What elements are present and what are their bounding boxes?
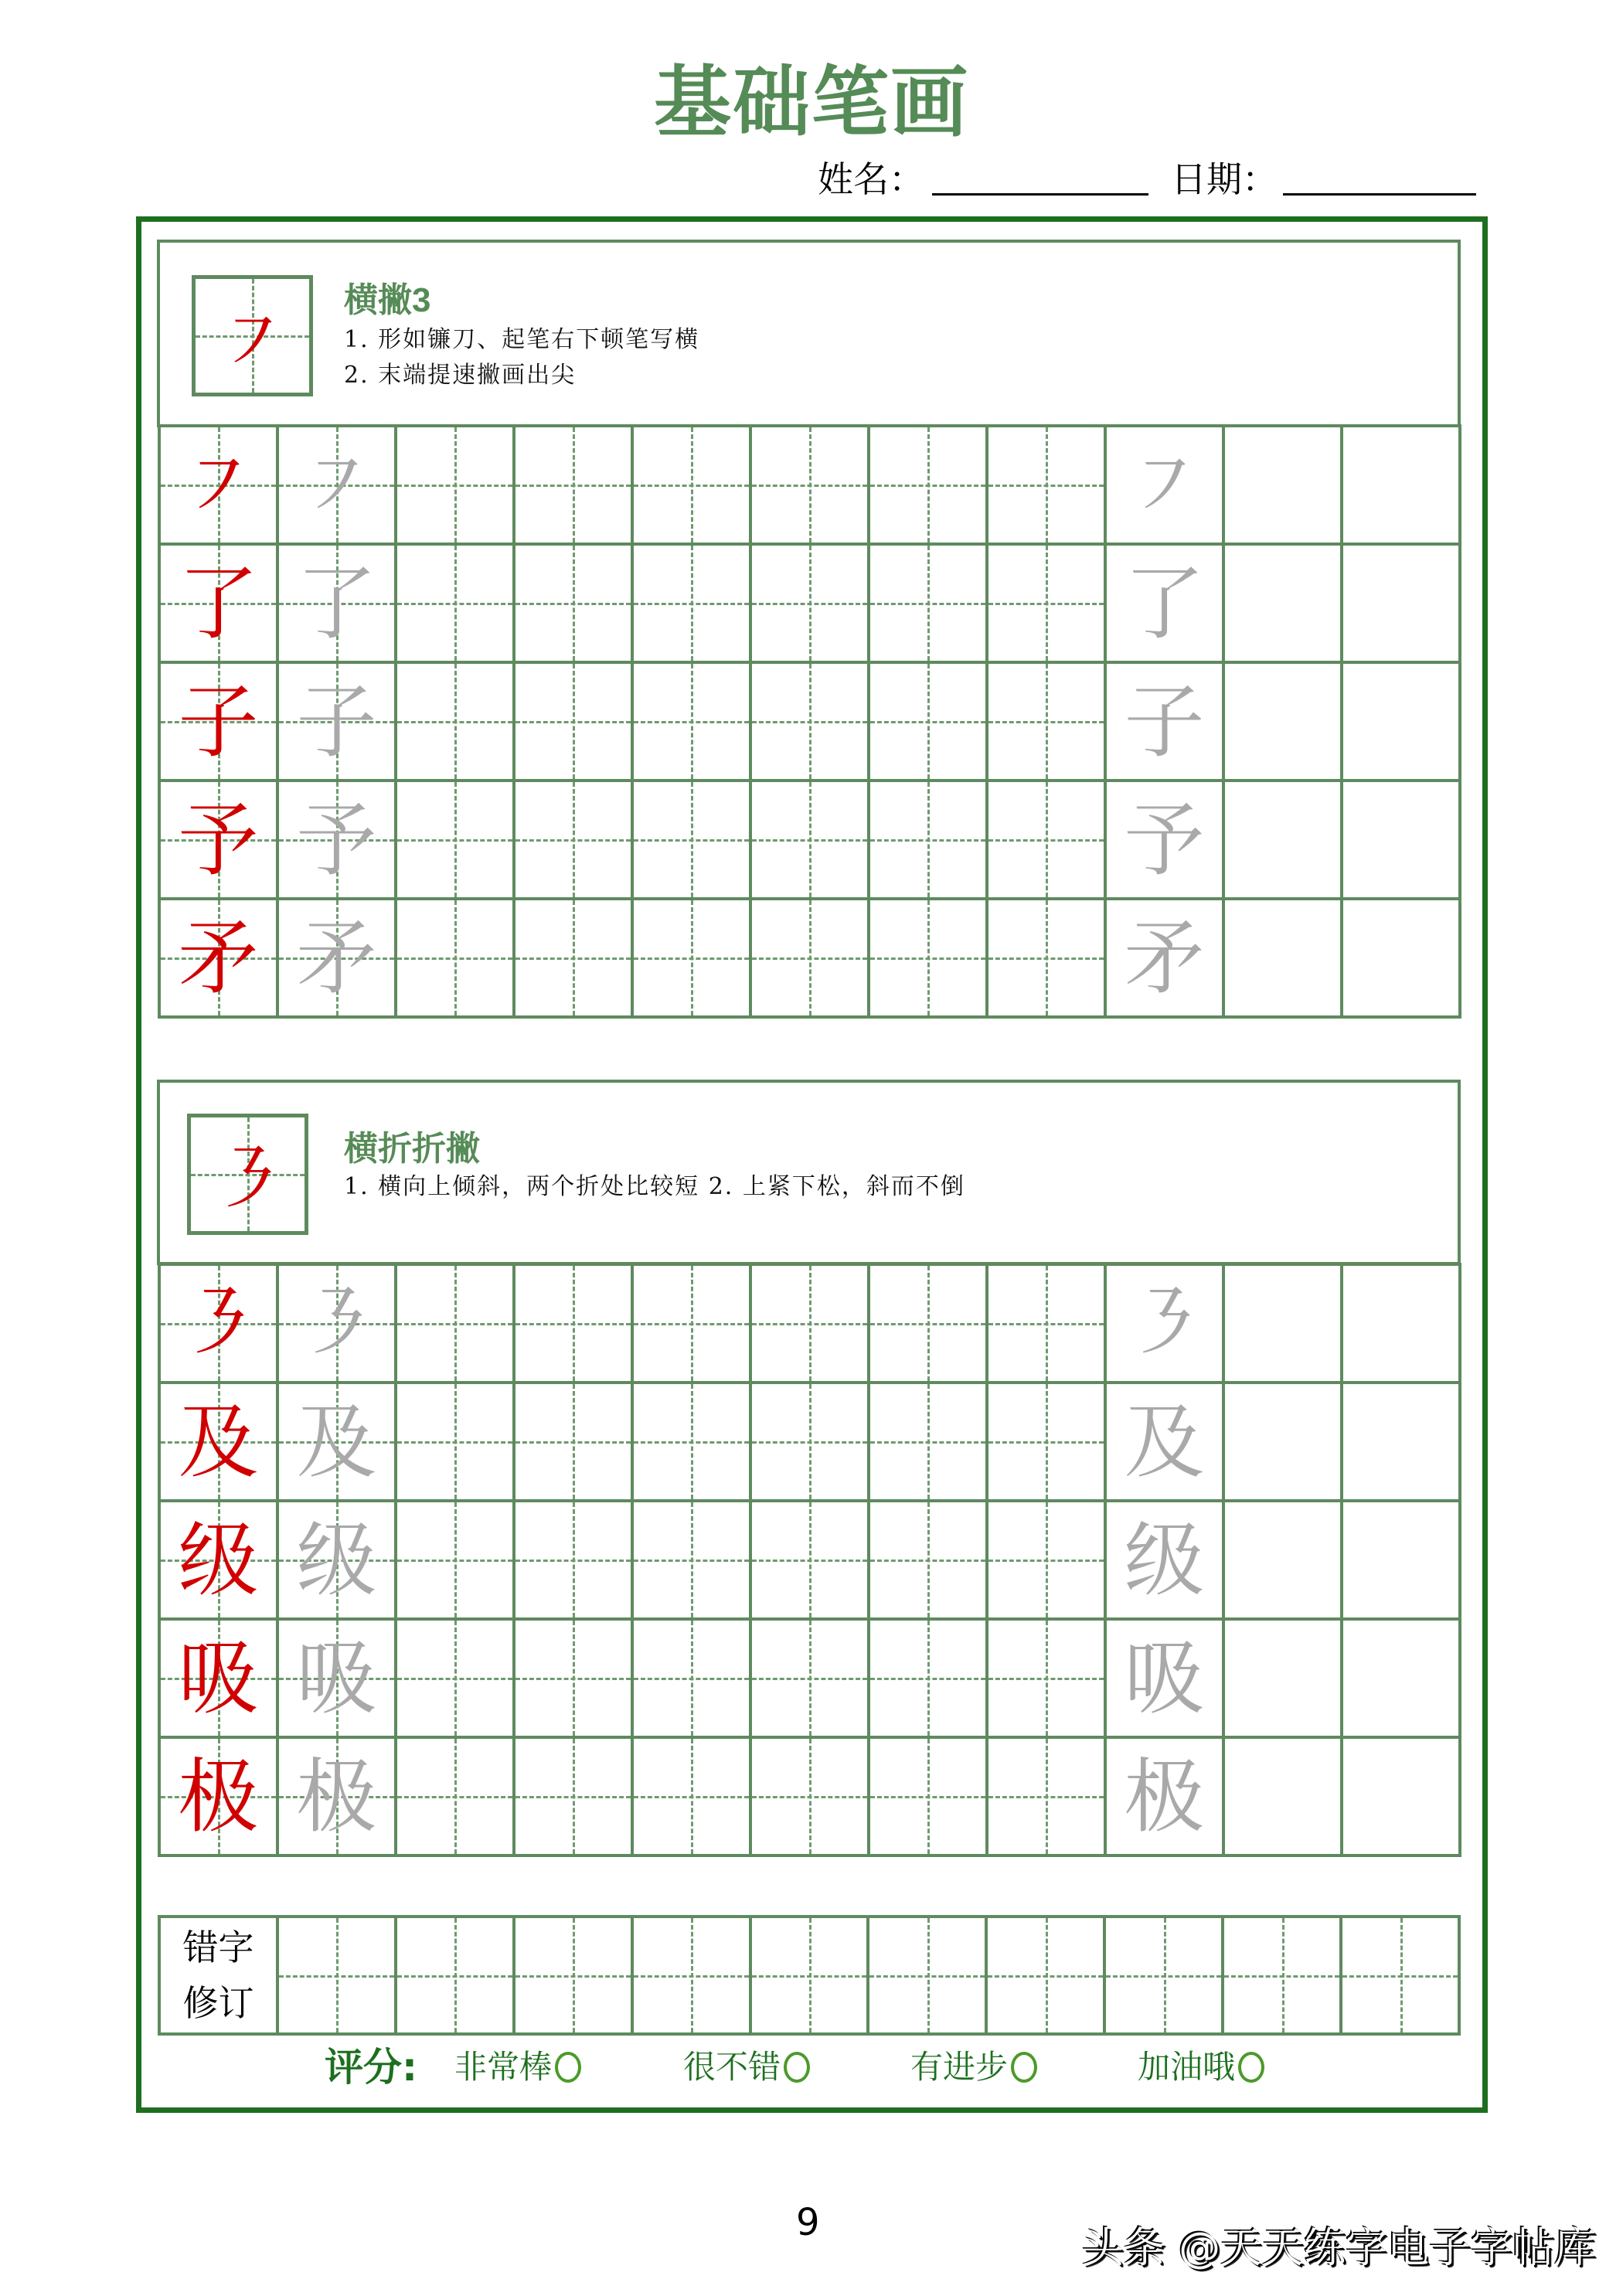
practice-cell[interactable] xyxy=(397,546,515,664)
practice-cell[interactable] xyxy=(1343,427,1461,546)
practice-cell[interactable] xyxy=(1107,546,1225,664)
practice-cell[interactable] xyxy=(1343,1266,1461,1384)
sample-stroke-box-2 xyxy=(187,1114,308,1235)
trace-character: 子 xyxy=(296,674,377,769)
practice-cell[interactable] xyxy=(752,782,870,900)
practice-cell[interactable] xyxy=(1225,1502,1343,1621)
practice-cell[interactable] xyxy=(1225,546,1343,664)
correction-label: 错字 修订 xyxy=(161,1918,279,2032)
practice-cell[interactable] xyxy=(1107,1739,1225,1857)
practice-row xyxy=(161,1384,1461,1502)
practice-cell[interactable] xyxy=(515,1502,634,1621)
practice-cell[interactable] xyxy=(1343,1621,1461,1739)
practice-cell[interactable] xyxy=(515,782,634,900)
practice-cell[interactable] xyxy=(752,1621,870,1739)
practice-cell[interactable] xyxy=(870,900,988,1019)
practice-cell[interactable] xyxy=(634,1384,752,1502)
radio-circle-icon[interactable] xyxy=(555,2052,581,2083)
practice-cell[interactable] xyxy=(1107,427,1225,546)
practice-cell[interactable] xyxy=(279,1266,397,1384)
correction-cell[interactable] xyxy=(279,1918,397,2032)
practice-cell[interactable] xyxy=(1225,782,1343,900)
practice-cell[interactable] xyxy=(1225,1384,1343,1502)
practice-row xyxy=(161,782,1461,900)
trace-character: 了 xyxy=(1124,556,1205,651)
practice-cell[interactable] xyxy=(634,546,752,664)
practice-cell[interactable] xyxy=(1107,782,1225,900)
practice-cell[interactable] xyxy=(752,1384,870,1502)
trace-character: 及 xyxy=(296,1394,377,1489)
model-character: 矛 xyxy=(178,910,259,1005)
model-character: 吸 xyxy=(178,1631,259,1726)
practice-cell[interactable] xyxy=(161,1266,279,1384)
practice-cell[interactable] xyxy=(279,1739,397,1857)
practice-grid-2 xyxy=(158,1263,1461,1857)
trace-character: 吸 xyxy=(296,1631,377,1726)
correction-table xyxy=(158,1915,1461,2036)
practice-cell[interactable] xyxy=(397,900,515,1019)
practice-cell[interactable] xyxy=(515,1739,634,1857)
practice-cell[interactable] xyxy=(634,1621,752,1739)
practice-cell[interactable] xyxy=(1225,1739,1343,1857)
correction-cell[interactable] xyxy=(634,1918,752,2032)
practice-cell[interactable] xyxy=(1225,427,1343,546)
practice-cell[interactable] xyxy=(397,1739,515,1857)
trace-character: ㇋ xyxy=(1124,1276,1205,1371)
trace-character: 吸 xyxy=(1124,1631,1205,1726)
practice-cell[interactable] xyxy=(161,1621,279,1739)
practice-cell[interactable] xyxy=(279,1384,397,1502)
practice-cell[interactable] xyxy=(279,782,397,900)
practice-cell[interactable] xyxy=(870,664,988,782)
practice-cell[interactable] xyxy=(279,664,397,782)
watermark: 头条 @天天练字电子字帖库 xyxy=(1082,2223,1597,2272)
practice-row xyxy=(161,1621,1461,1739)
practice-cell[interactable] xyxy=(870,427,988,546)
practice-cell[interactable] xyxy=(397,1502,515,1621)
model-character: 子 xyxy=(178,674,259,769)
practice-cell[interactable] xyxy=(1107,1621,1225,1739)
practice-cell[interactable] xyxy=(397,782,515,900)
practice-row xyxy=(161,546,1461,664)
sample-stroke-box-1 xyxy=(192,275,313,396)
practice-cell[interactable] xyxy=(279,427,397,546)
stroke-rule: 2. 末端提速撇画出尖 xyxy=(344,362,577,389)
practice-cell[interactable] xyxy=(161,1739,279,1857)
date-field[interactable] xyxy=(1283,193,1476,196)
rating-row xyxy=(0,2044,1623,2090)
trace-character: 予 xyxy=(296,792,377,887)
practice-cell[interactable] xyxy=(870,782,988,900)
rating-option-good[interactable]: 很不错 xyxy=(683,2044,810,2090)
radio-circle-icon[interactable] xyxy=(784,2052,810,2083)
trace-character: 级 xyxy=(296,1512,377,1607)
trace-character: 极 xyxy=(296,1749,377,1844)
practice-cell[interactable] xyxy=(1107,1502,1225,1621)
practice-cell[interactable] xyxy=(870,546,988,664)
model-character: 了 xyxy=(178,556,259,651)
practice-cell[interactable] xyxy=(752,664,870,782)
practice-cell[interactable] xyxy=(1343,1502,1461,1621)
practice-cell[interactable] xyxy=(634,1502,752,1621)
practice-cell[interactable] xyxy=(1343,1384,1461,1502)
practice-cell[interactable] xyxy=(752,427,870,546)
trace-character: ㇇ xyxy=(296,437,377,532)
name-label: 姓名： xyxy=(818,158,924,200)
practice-cell[interactable] xyxy=(397,1266,515,1384)
practice-cell[interactable] xyxy=(870,1502,988,1621)
practice-cell[interactable] xyxy=(1107,1384,1225,1502)
trace-character: 矛 xyxy=(296,910,377,1005)
correction-cell[interactable] xyxy=(515,1918,634,2032)
name-field[interactable] xyxy=(932,193,1148,196)
practice-cell[interactable] xyxy=(279,546,397,664)
practice-cell[interactable] xyxy=(752,1266,870,1384)
practice-cell[interactable] xyxy=(161,427,279,546)
model-character: ㇇ xyxy=(178,437,259,532)
trace-character: 子 xyxy=(1124,674,1205,769)
practice-row xyxy=(161,1739,1461,1857)
practice-cell[interactable] xyxy=(397,1384,515,1502)
model-character: 予 xyxy=(178,792,259,887)
trace-character: 予 xyxy=(1124,792,1205,887)
page-number: 9 xyxy=(796,2201,820,2244)
practice-cell[interactable] xyxy=(515,1384,634,1502)
practice-cell[interactable] xyxy=(988,782,1107,900)
practice-cell[interactable] xyxy=(515,427,634,546)
practice-cell[interactable] xyxy=(279,1502,397,1621)
practice-cell[interactable] xyxy=(634,1739,752,1857)
stroke-name-2: 横折折撇 xyxy=(344,1130,480,1168)
practice-cell[interactable] xyxy=(161,1502,279,1621)
practice-cell[interactable] xyxy=(161,546,279,664)
practice-cell[interactable] xyxy=(988,1384,1107,1502)
correction-cell[interactable] xyxy=(988,1918,1106,2032)
practice-cell[interactable] xyxy=(1343,900,1461,1019)
stroke-name-1: 横撇3 xyxy=(344,281,431,319)
practice-cell[interactable] xyxy=(161,900,279,1019)
practice-cell[interactable] xyxy=(988,900,1107,1019)
correction-cell[interactable] xyxy=(1106,1918,1224,2032)
trace-character: 及 xyxy=(1124,1394,1205,1489)
practice-cell[interactable] xyxy=(634,900,752,1019)
practice-grid-1 xyxy=(158,424,1461,1019)
practice-cell[interactable] xyxy=(634,1266,752,1384)
date-label: 日期： xyxy=(1171,158,1278,200)
stroke-rule: 1. 横向上倾斜，两个折处比较短 2. 上紧下松，斜而不倒 xyxy=(344,1173,965,1200)
page-title: 基础笔画 xyxy=(654,57,969,148)
trace-character: ㇋ xyxy=(296,1276,377,1371)
correction-cell[interactable] xyxy=(752,1918,870,2032)
practice-cell[interactable] xyxy=(161,782,279,900)
trace-character: 了 xyxy=(296,556,377,651)
correction-cell[interactable] xyxy=(1224,1918,1342,2032)
practice-cell[interactable] xyxy=(397,1621,515,1739)
practice-cell[interactable] xyxy=(1225,1266,1343,1384)
practice-cell[interactable] xyxy=(1343,664,1461,782)
radio-circle-icon[interactable] xyxy=(1011,2052,1037,2083)
practice-cell[interactable] xyxy=(988,1502,1107,1621)
rating-label: 评分: xyxy=(325,2045,417,2090)
rating-option-keep-going[interactable]: 加油哦 xyxy=(1138,2044,1264,2090)
practice-cell[interactable] xyxy=(1343,1739,1461,1857)
practice-cell[interactable] xyxy=(870,1739,988,1857)
practice-cell[interactable] xyxy=(1107,900,1225,1019)
practice-cell[interactable] xyxy=(161,664,279,782)
practice-cell[interactable] xyxy=(515,664,634,782)
trace-character: 矛 xyxy=(1124,910,1205,1005)
radio-circle-icon[interactable] xyxy=(1238,2052,1264,2083)
practice-row xyxy=(161,1502,1461,1621)
practice-cell[interactable] xyxy=(988,427,1107,546)
correction-cell[interactable] xyxy=(869,1918,988,2032)
practice-cell[interactable] xyxy=(1225,664,1343,782)
practice-cell[interactable] xyxy=(988,546,1107,664)
correction-cell[interactable] xyxy=(1342,1918,1458,2032)
trace-character: 极 xyxy=(1124,1749,1205,1844)
practice-cell[interactable] xyxy=(1343,546,1461,664)
practice-cell[interactable] xyxy=(634,427,752,546)
practice-cell[interactable] xyxy=(988,1266,1107,1384)
practice-row xyxy=(161,427,1461,546)
rating-option-improving[interactable]: 有进步 xyxy=(910,2044,1037,2090)
practice-cell[interactable] xyxy=(515,1266,634,1384)
practice-cell[interactable] xyxy=(515,1621,634,1739)
practice-cell[interactable] xyxy=(397,664,515,782)
practice-cell[interactable] xyxy=(279,900,397,1019)
practice-cell[interactable] xyxy=(988,1739,1107,1857)
rating-option-excellent[interactable]: 非常棒 xyxy=(454,2044,581,2090)
practice-cell[interactable] xyxy=(1107,664,1225,782)
trace-character: ㇇ xyxy=(1124,437,1205,532)
model-character: 级 xyxy=(178,1512,259,1607)
practice-cell[interactable] xyxy=(870,1384,988,1502)
practice-cell[interactable] xyxy=(988,664,1107,782)
sample-stroke-glyph: ㇇ xyxy=(215,298,290,385)
practice-cell[interactable] xyxy=(988,1621,1107,1739)
practice-cell[interactable] xyxy=(752,1739,870,1857)
practice-row xyxy=(161,900,1461,1019)
practice-cell[interactable] xyxy=(752,900,870,1019)
model-character: 极 xyxy=(178,1749,259,1844)
correction-cell[interactable] xyxy=(397,1918,515,2032)
practice-cell[interactable] xyxy=(1225,900,1343,1019)
practice-cell[interactable] xyxy=(870,1621,988,1739)
sample-stroke-glyph: ㇋ xyxy=(210,1137,285,1223)
model-character: 及 xyxy=(178,1394,259,1489)
practice-cell[interactable] xyxy=(870,1266,988,1384)
practice-cell[interactable] xyxy=(1107,1266,1225,1384)
practice-cell[interactable] xyxy=(752,1502,870,1621)
stroke-rule: 1. 形如镰刀、起笔右下顿笔写横 xyxy=(344,326,700,353)
practice-cell[interactable] xyxy=(397,427,515,546)
model-character: ㇋ xyxy=(178,1276,259,1371)
practice-cell[interactable] xyxy=(752,546,870,664)
practice-cell[interactable] xyxy=(1343,782,1461,900)
practice-cell[interactable] xyxy=(634,782,752,900)
practice-cell[interactable] xyxy=(634,664,752,782)
practice-row xyxy=(161,1266,1461,1384)
practice-cell[interactable] xyxy=(1225,1621,1343,1739)
trace-character: 级 xyxy=(1124,1512,1205,1607)
practice-cell[interactable] xyxy=(279,1621,397,1739)
practice-cell[interactable] xyxy=(515,900,634,1019)
practice-cell[interactable] xyxy=(161,1384,279,1502)
practice-row xyxy=(161,664,1461,782)
practice-cell[interactable] xyxy=(515,546,634,664)
